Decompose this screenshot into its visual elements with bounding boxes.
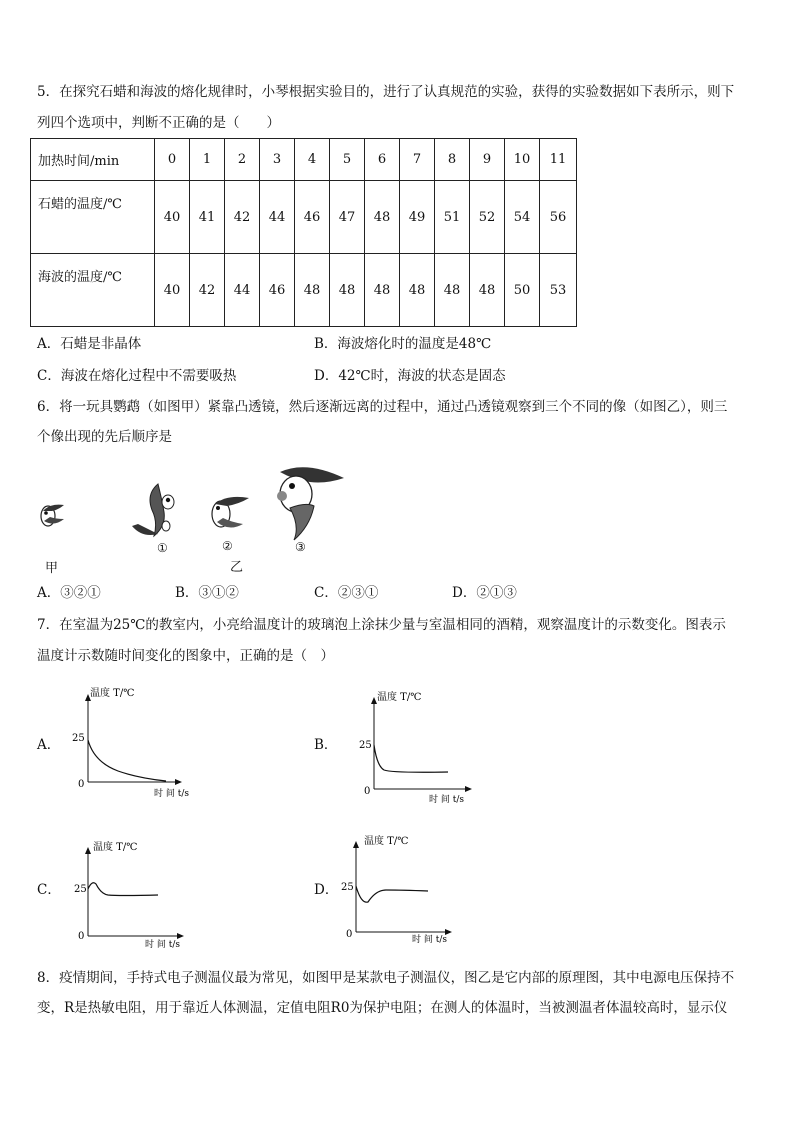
q6-option-a[interactable]: A．③②① — [37, 585, 101, 601]
x-axis-label: 时 间 t/s — [145, 940, 180, 950]
fig-label-2: ② — [222, 539, 233, 553]
x-axis-label: 时 间 t/s — [429, 795, 464, 805]
table-cell: 4 — [295, 139, 330, 181]
table-cell: 10 — [505, 139, 540, 181]
table-cell: 48 — [365, 254, 400, 327]
q6-stem-line1: 6．将一玩具鹦鹉（如图甲）紧靠凸透镜，然后逐渐远离的过程中，通过凸透镜观察到三个不同的像（如图乙），则三 — [37, 399, 728, 415]
table-row-hypo — [31, 254, 577, 327]
q5-option-d[interactable]: D．42℃时，海波的状态是固态 — [314, 368, 506, 384]
table-cell: 3 — [260, 139, 295, 181]
table-cell: 56 — [540, 181, 577, 254]
q7-option-a[interactable]: A． — [37, 737, 61, 753]
fig-label-3: ③ — [295, 540, 306, 554]
table-cell: 41 — [190, 181, 225, 254]
table-cell: 8 — [435, 139, 470, 181]
q5-stem-line2: 列四个选项中，判断不正确的是（ ） — [37, 115, 280, 131]
table-cell: 53 — [540, 254, 577, 327]
q7-graph-c — [68, 832, 198, 950]
table-cell: 0 — [155, 139, 190, 181]
y-axis-label: 温度 T/℃ — [377, 692, 422, 703]
table-cell: 48 — [470, 254, 505, 327]
y-tick-25: 25 — [74, 884, 87, 895]
table-cell: 1 — [190, 139, 225, 181]
table-cell: 9 — [470, 139, 505, 181]
table-cell: 6 — [365, 139, 400, 181]
table-row-paraffin — [31, 181, 577, 254]
q7-option-d[interactable]: D． — [314, 882, 339, 898]
x-axis-label: 时 间 t/s — [412, 935, 447, 945]
q7-stem-line2: 温度计示数随时间变化的图象中，正确的是（ ） — [37, 648, 334, 664]
q6-option-c[interactable]: C．②③① — [314, 585, 379, 601]
curve-c — [88, 883, 158, 896]
x-axis-label: 时 间 t/s — [154, 789, 189, 799]
q8-stem-line2: 变，R是热敏电阻，用于靠近人体测温，定值电阻R0为保护电阻；在测人的体温时，当被测温者体温较高时，显示仪 — [37, 1000, 728, 1016]
table-cell: 7 — [400, 139, 435, 181]
y-axis-label: 温度 T/℃ — [364, 836, 409, 847]
q5-option-b[interactable]: B．海波熔化时的温度是48℃ — [314, 336, 492, 352]
table-cell: 50 — [505, 254, 540, 327]
origin-label: 0 — [78, 779, 85, 790]
q6-option-d[interactable]: D．②①③ — [452, 585, 517, 601]
table-row-time — [31, 139, 577, 181]
table-cell: 42 — [225, 181, 260, 254]
table-cell: 48 — [295, 254, 330, 327]
q6-stem-line2: 个像出现的先后顺序是 — [37, 429, 172, 445]
q7-option-c[interactable]: C． — [37, 882, 61, 898]
table-cell: 48 — [365, 181, 400, 254]
fig-label-yi: 乙 — [230, 560, 244, 575]
table-cell: 46 — [295, 181, 330, 254]
parrot-image-1 — [128, 480, 186, 542]
q5-data-table — [30, 138, 577, 327]
q5-option-a[interactable]: A．石蜡是非晶体 — [37, 336, 142, 352]
parrot-image-3 — [270, 460, 348, 542]
table-cell: 44 — [225, 254, 260, 327]
q5-option-c[interactable]: C．海波在熔化过程中不需要吸热 — [37, 368, 237, 384]
table-cell: 40 — [155, 181, 190, 254]
q7-graph-d — [336, 830, 466, 948]
fig-label-jia: 甲 — [45, 561, 59, 576]
table-cell: 47 — [330, 181, 365, 254]
table-cell: 2 — [225, 139, 260, 181]
curve-d — [356, 886, 428, 902]
table-cell: 44 — [260, 181, 295, 254]
table-cell: 46 — [260, 254, 295, 327]
y-tick-25: 25 — [72, 733, 85, 744]
origin-label: 0 — [78, 931, 85, 942]
parrot-jia-image — [34, 497, 74, 533]
q8-stem-line1: 8．疫情期间，手持式电子测温仪最为常见，如图甲是某款电子测温仪，图乙是它内部的原理图，其中电源电压保持不 — [37, 970, 735, 986]
table-cell: 48 — [435, 254, 470, 327]
table-cell: 5 — [330, 139, 365, 181]
table-cell: 40 — [155, 254, 190, 327]
q7-graph-b — [352, 688, 482, 806]
q7-option-b[interactable]: B． — [314, 737, 338, 753]
table-cell: 48 — [400, 254, 435, 327]
curve-a — [88, 740, 166, 781]
table-cell: 42 — [190, 254, 225, 327]
origin-label: 0 — [364, 786, 371, 797]
row-header-paraffin: 石蜡的温度/℃ — [31, 181, 155, 254]
y-axis-label: 温度 T/℃ — [90, 688, 135, 699]
table-cell: 54 — [505, 181, 540, 254]
q5-stem-line1: 5．在探究石蜡和海波的熔化规律时，小琴根据实验目的，进行了认真规范的实验，获得的实验数据如下表所示，则下 — [37, 84, 735, 100]
q6-option-b[interactable]: B．③①② — [175, 585, 239, 601]
y-tick-25: 25 — [359, 740, 372, 751]
table-cell: 48 — [330, 254, 365, 327]
row-header-time: 加热时间/min — [31, 139, 155, 181]
origin-label: 0 — [346, 929, 353, 940]
curve-b — [374, 745, 448, 772]
q7-stem-line1: 7．在室温为25℃的教室内，小亮给温度计的玻璃泡上涂抹少量与室温相同的酒精，观察温度计的示数变化。图表示 — [37, 617, 726, 633]
q7-graph-a — [68, 684, 208, 799]
table-cell: 52 — [470, 181, 505, 254]
fig-label-1: ① — [157, 541, 168, 555]
parrot-image-2 — [205, 490, 253, 534]
y-tick-25: 25 — [341, 882, 354, 893]
table-cell: 11 — [540, 139, 577, 181]
table-cell: 51 — [435, 181, 470, 254]
y-axis-label: 温度 T/℃ — [93, 842, 138, 853]
table-cell: 49 — [400, 181, 435, 254]
row-header-hypo: 海波的温度/℃ — [31, 254, 155, 327]
